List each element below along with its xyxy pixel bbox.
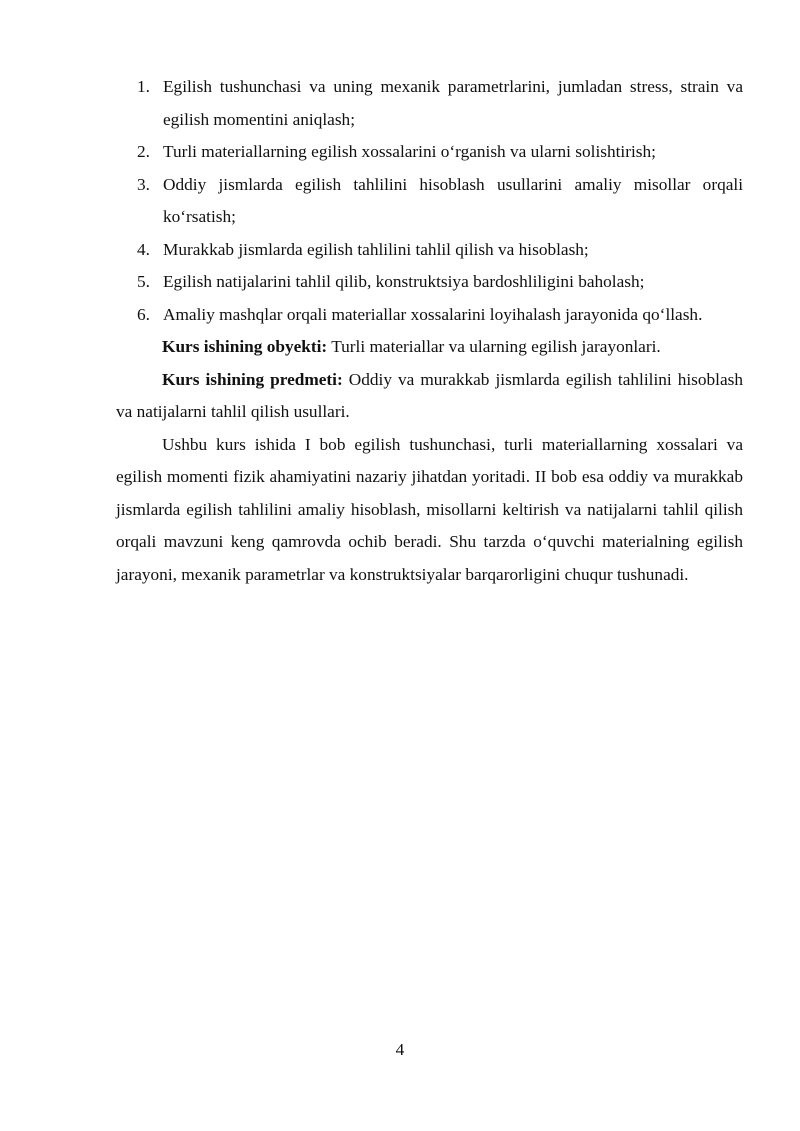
list-item-text: Murakkab jismlarda egilish tahlilini tahlil qilish va hisoblash; [163, 239, 589, 259]
page-number: 4 [395, 1040, 405, 1059]
course-subject-paragraph [116, 364, 743, 429]
list-item-number: 5. [137, 272, 150, 291]
goals-list [116, 71, 743, 331]
list-item [116, 266, 743, 299]
list-item-text: Egilish natijalarini tahlil qilib, konstruktsiya bardoshliligini baholash; [163, 272, 645, 291]
list-item-text: Egilish tushunchasi va uning mexanik parametrlarini, jumladan stress, strain va egilish momentini aniqlash; [163, 77, 743, 129]
list-item [116, 234, 743, 267]
list-item [116, 299, 743, 332]
list-item-number: 1. [137, 77, 150, 96]
list-item-number: 6. [137, 304, 150, 324]
course-subject-label: Kurs ishining predmeti: [162, 369, 343, 389]
list-item [116, 136, 743, 169]
summary-paragraph: Ushbu kurs ishida I bob egilish tushunchasi, turli materiallarning xossalari va egilish momenti fizik ahamiyatini nazariy jihatdan yoritadi. II bob esa oddiy va murakkab jismlarda egilish tahlilini amaliy hisoblash, misollarni keltirish va natijalarni tahlil qilish orqali mavzuni keng qamrovda ochib beradi. Shu tarzda o‘quvchi materialning egilish jarayoni, mexanik parametrlar va konstruktsiyalar barqarorligini chuqur tushunadi. [116, 434, 743, 584]
list-item-number: 3. [137, 174, 150, 194]
list-item [116, 169, 743, 234]
list-item-text: Oddiy jismlarda egilish tahlilini hisoblash usullarini amaliy misollar orqali ko‘rsatish; [163, 174, 743, 226]
course-object-label: Kurs ishining obyekti: [162, 337, 328, 356]
list-item-text: Amaliy mashqlar orqali materiallar xossalarini loyihalash jarayonida qo‘llash. [163, 304, 703, 324]
list-item [116, 71, 743, 136]
course-object-paragraph [116, 331, 743, 364]
page-content [116, 71, 743, 591]
list-item-text: Turli materiallarning egilish xossalarini o‘rganish va ularni solishtirish; [163, 142, 656, 161]
course-object-text: Turli materiallar va ularning egilish jarayonlari. [327, 337, 661, 356]
course-subject-text: Oddiy va murakkab jismlarda egilish tahlilini hisoblash va natijalarni tahlil qilish usullari. [116, 369, 743, 421]
list-item-number: 4. [137, 239, 150, 259]
list-item-number: 2. [137, 142, 150, 161]
